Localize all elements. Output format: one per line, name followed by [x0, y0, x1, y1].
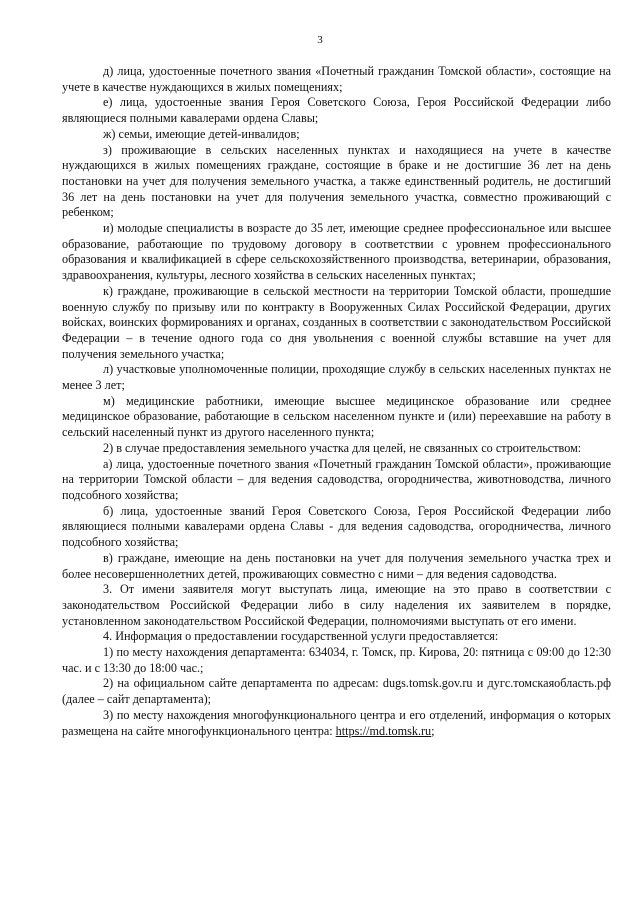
paragraph-i: и) молодые специалисты в возрасте до 35 лет, имеющие среднее профессиональное или высшее образование, работающие по трудовому договору в соответствии с уровнем профессионального образования и квалификацией в сфере сельскохозяйственного производства, ветеринарии, образования, здравоохранения, культуры, лесного хозяйства в сельских населенных пунктах;: [62, 221, 611, 283]
page-number: 3: [317, 34, 323, 46]
paragraph-l: л) участковые уполномоченные полиции, проходящие службу в сельских населенных пунктах не менее 3 лет;: [62, 362, 611, 393]
paragraph-e: е) лица, удостоенные звания Героя Советского Союза, Героя Российской Федерации либо являющиеся полными кавалерами ордена Славы;: [62, 95, 611, 126]
paragraph-section-4: 4. Информация о предоставлении государственной услуги предоставляется:: [103, 629, 499, 644]
paragraph-v: в) граждане, имеющие на день постановки на учет для получения земельного участка трех и более несовершеннолетних детей, проживающих совместно с ними – для ведения садоводства.: [62, 550, 611, 581]
paragraph-d: д) лица, удостоенные почетного звания «Почетный гражданин Томской области», состоящие на учете в качестве нуждающихся в жилых помещениях;: [62, 64, 611, 94]
paragraph-m: м) медицинские работники, имеющие высшее медицинское образование или среднее медицинское образование, работающие в сельском населенном пункте и (или) переехавшие на работу в сельский населенный пункт из другого населенного пункта;: [62, 393, 611, 440]
paragraph-a: а) лица, удостоенные почетного звания «Почетный гражданин Томской области», проживающие на территории Томской области – для ведения садоводства, огородничества, животноводства, личного подсобного хозяйства;: [62, 456, 611, 502]
mfc-site-link[interactable]: https://md.tomsk.ru: [335, 723, 432, 738]
paragraph-z: з) проживающие в сельских населенных пунктах и находящиеся на учете в качестве нуждающихся в жилых помещениях граждане, состоящие в браке и не достигшие 36 лет на день постановки на учет для получения земельного участка, а также единственный родитель, не достигший 36 лет на день постановки на учет для получения земельного участка, совместно проживающий с ребенком;: [62, 142, 611, 220]
paragraph-zh: ж) семьи, имеющие детей-инвалидов;: [103, 126, 300, 141]
paragraph-info-3-suffix: ;: [431, 723, 435, 738]
document-body: [62, 64, 611, 739]
paragraph-info-3: [62, 708, 611, 739]
paragraph-item-2: 2) в случае предоставления земельного участка для целей, не связанных со строительством:: [103, 440, 582, 455]
paragraph-b: б) лица, удостоенные званий Героя Советского Союза, Героя Российской Федерации либо являющиеся полными кавалерами ордена Славы - для ведения садоводства, огородничества, личного подсобного хозяйства;: [62, 503, 611, 550]
paragraph-section-3: 3. От имени заявителя могут выступать лица, имеющие на это право в соответствии с законодательством Российской Федерации либо в силу наделения их заявителем в порядке, установленном законодательством Российской Федерации, полномочиями выступать от его имени.: [62, 582, 611, 628]
paragraph-k: к) граждане, проживающие в сельской местности на территории Томской области, прошедшие военную службу по призыву или по контракту в Вооруженных Силах Российской Федерации, других войсках, воинских формированиях и органах, созданных в соответствии с законодательством Российской Федерации – в течение одного года со дня увольнения с военной службы вставшие на учет для получения земельного участка;: [62, 283, 611, 361]
paragraph-info-2: 2) на официальном сайте департамента по адресам: dugs.tomsk.gov.ru и дугс.томскаяобласть.рф (далее – сайт департамента);: [62, 676, 611, 707]
paragraph-info-1: 1) по месту нахождения департамента: 634034, г. Томск, пр. Кирова, 20: пятница с 09:00 до 12:30 час. и с 13:30 до 18:00 час.;: [62, 645, 611, 675]
paragraph-info-3-text: 3) по месту нахождения многофункционального центра и его отделений, информация о которых размещена на сайте многофункционального центра:: [62, 707, 611, 738]
